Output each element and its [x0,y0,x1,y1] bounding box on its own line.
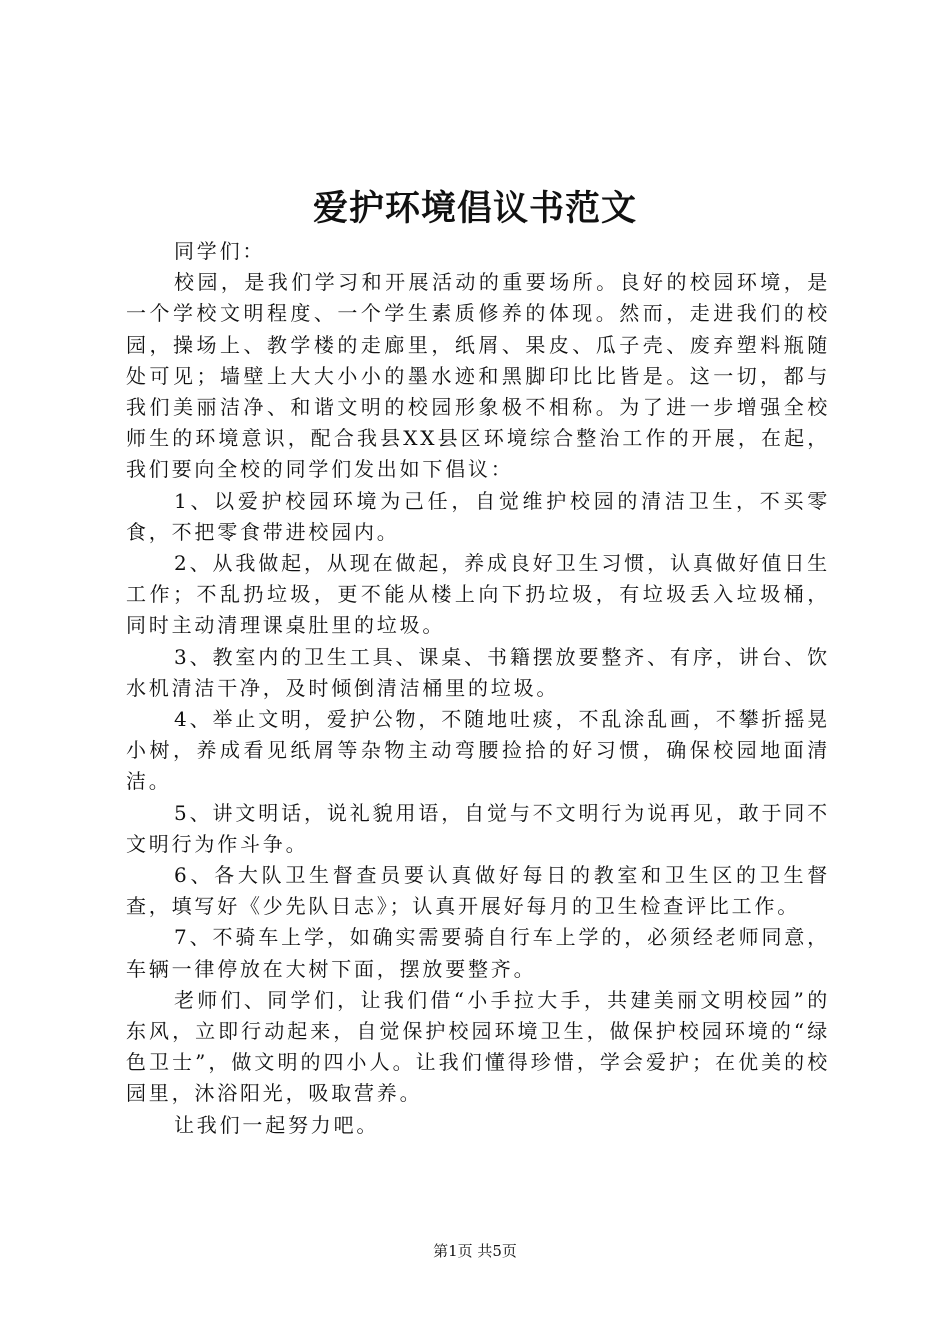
proposal-item-7: 7、不骑车上学，如确实需要骑自行车上学的，必须经老师同意，车辆一律停放在大树下面，摆放要整齐。 [126,925,830,981]
paragraph-closing: 老师们、同学们，让我们借“小手拉大手，共建美丽文明校园”的东风，立即行动起来，自觉保护校园环境卫生，做保护校园环境的“绿色卫士”，做文明的四小人。让我们懂得珍惜，学会爱护；在优美的校园里，沐浴阳光，吸取营养。 [126,987,830,1106]
proposal-item-6: 6、各大队卫生督查员要认真做好每日的教室和卫生区的卫生督查，填写好《少先队日志》；认真开展好每月的卫生检查评比工作。 [126,863,830,919]
document-title: 爱护环境倡议书范文 [312,188,637,229]
page-footer: 第1页 共5页 [433,1242,517,1260]
paragraph-intro: 校园，是我们学习和开展活动的重要场所。良好的校园环境，是一个学校文明程度、一个学生素质修养的体现。然而，走进我们的校园，操场上、教学楼的走廊里，纸屑、果皮、瓜子壳、废弃塑料瓶随处可见；墙壁上大大小小的墨水迹和黑脚印比比皆是。这一切，都与我们美丽洁净、和谐文明的校园形象极不相称。为了进一步增强全校师生的环境意识，配合我县XX县区环境综合整治工作的开展，在起，我们要向全校的同学们发出如下倡议： [126,270,830,482]
proposal-item-3: 3、教室内的卫生工具、课桌、书籍摆放要整齐、有序，讲台、饮水机清洁干净，及时倾倒清洁桶里的垃圾。 [126,644,830,700]
paragraph-final: 让我们一起努力吧。 [174,1112,380,1137]
proposal-item-5: 5、讲文明话，说礼貌用语，自觉与不文明行为说再见，敢于同不文明行为作斗争。 [126,800,830,856]
salutation: 同学们： [174,239,266,263]
proposal-item-4: 4、举止文明，爱护公物，不随地吐痰，不乱涂乱画，不攀折摇晃小树，养成看见纸屑等杂物主动弯腰捡拾的好习惯，确保校园地面清洁。 [126,707,830,794]
proposal-item-1: 1、以爱护校园环境为己任，自觉维护校园的清洁卫生，不买零食，不把零食带进校园内。 [126,488,830,544]
proposal-item-2: 2、从我做起，从现在做起，养成良好卫生习惯，认真做好值日生工作；不乱扔垃圾，更不能从楼上向下扔垃圾，有垃圾丢入垃圾桶，同时主动清理课桌肚里的垃圾。 [126,551,830,638]
document-body [126,236,830,1141]
